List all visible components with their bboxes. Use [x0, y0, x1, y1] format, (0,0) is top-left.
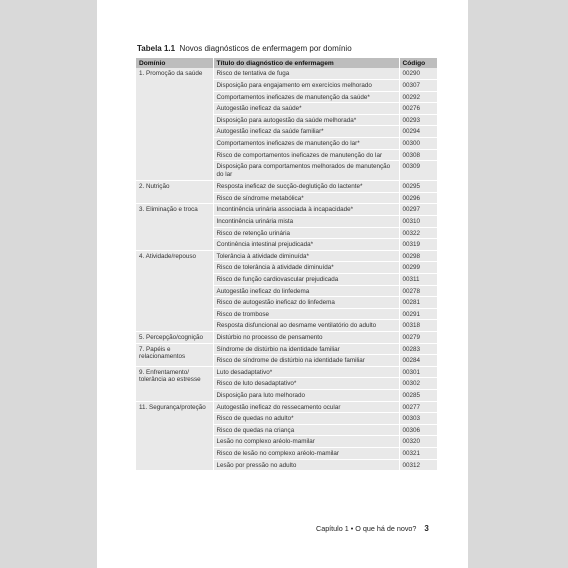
table-row: [136, 204, 437, 216]
diagnosis-title-cell: Risco de luto desadaptativo*: [213, 378, 399, 390]
diagnoses-table: [136, 58, 437, 471]
domain-cell: 2. Nutrição: [136, 181, 213, 204]
diagnosis-code-cell: 00277: [399, 401, 437, 413]
book-page: [97, 0, 468, 568]
header-domain: Domínio: [136, 58, 213, 68]
diagnosis-title-cell: Incontinência urinária mista: [213, 216, 399, 228]
caption-label: Tabela 1.1: [137, 44, 176, 53]
domain-cell: 9. Enfrentamento/ tolerância ao estresse: [136, 366, 213, 401]
diagnosis-title-cell: Risco de tolerância à atividade diminuída*: [213, 262, 399, 274]
diagnosis-code-cell: 00294: [399, 126, 437, 138]
diagnosis-code-cell: 00322: [399, 227, 437, 239]
diagnosis-title-cell: Lesão por pressão no adulto: [213, 459, 399, 471]
table-row: [136, 366, 437, 378]
diagnosis-title-cell: Risco de quedas na criança: [213, 424, 399, 436]
diagnosis-title-cell: Risco de quedas no adulto*: [213, 413, 399, 425]
diagnosis-code-cell: 00276: [399, 103, 437, 115]
diagnosis-code-cell: 00312: [399, 459, 437, 471]
diagnosis-title-cell: Resposta disfuncional ao desmame ventilatório do adulto: [213, 320, 399, 332]
diagnosis-title-cell: Continência intestinal prejudicada*: [213, 239, 399, 251]
diagnosis-title-cell: Disposição para luto melhorado: [213, 389, 399, 401]
diagnosis-title-cell: Risco de lesão no complexo aréolo-mamilar: [213, 447, 399, 459]
diagnosis-code-cell: 00310: [399, 216, 437, 228]
diagnosis-code-cell: 00308: [399, 149, 437, 161]
diagnosis-code-cell: 00309: [399, 161, 437, 181]
diagnosis-title-cell: Risco de síndrome metabólica*: [213, 192, 399, 204]
diagnosis-code-cell: 00290: [399, 68, 437, 80]
diagnosis-code-cell: 00307: [399, 80, 437, 92]
header-code: Código: [399, 58, 437, 68]
diagnosis-code-cell: 00302: [399, 378, 437, 390]
table-row: [136, 181, 437, 193]
page-footer: [316, 524, 429, 533]
table-row: [136, 343, 437, 355]
diagnosis-code-cell: 00293: [399, 114, 437, 126]
diagnosis-code-cell: 00320: [399, 436, 437, 448]
footer-chapter: Capítulo 1 • O que há de novo?: [316, 524, 417, 533]
table-row: [136, 68, 437, 80]
diagnosis-code-cell: 00311: [399, 274, 437, 286]
diagnosis-title-cell: Risco de retenção urinária: [213, 227, 399, 239]
domain-cell: 11. Segurança/proteção: [136, 401, 213, 471]
diagnosis-code-cell: 00306: [399, 424, 437, 436]
diagnosis-code-cell: 00292: [399, 91, 437, 103]
diagnosis-title-cell: Síndrome de distúrbio na identidade familiar: [213, 343, 399, 355]
table-row: [136, 401, 437, 413]
diagnosis-code-cell: 00298: [399, 250, 437, 262]
diagnosis-code-cell: 00291: [399, 308, 437, 320]
domain-cell: 4. Atividade/repouso: [136, 250, 213, 331]
diagnosis-title-cell: Autogestão ineficaz do ressecamento ocular: [213, 401, 399, 413]
diagnosis-title-cell: Disposição para comportamentos melhorados de manutenção do lar: [213, 161, 399, 181]
table-caption: [137, 44, 352, 53]
page-number: 3: [424, 524, 429, 533]
diagnosis-code-cell: 00285: [399, 389, 437, 401]
diagnosis-code-cell: 00321: [399, 447, 437, 459]
diagnosis-code-cell: 00303: [399, 413, 437, 425]
diagnosis-title-cell: Distúrbio no processo de pensamento: [213, 331, 399, 343]
diagnosis-code-cell: 00283: [399, 343, 437, 355]
domain-cell: 5. Percepção/cognição: [136, 331, 213, 343]
diagnosis-title-cell: Incontinência urinária associada à incapacidade*: [213, 204, 399, 216]
diagnosis-code-cell: 00319: [399, 239, 437, 251]
diagnosis-title-cell: Risco de comportamentos ineficazes de manutenção do lar: [213, 149, 399, 161]
table-body: [136, 68, 437, 471]
table-header-row: [136, 58, 437, 68]
diagnosis-title-cell: Comportamentos ineficazes de manutenção do lar*: [213, 138, 399, 150]
diagnosis-title-cell: Risco de síndrome de distúrbio na identidade familiar: [213, 355, 399, 367]
diagnosis-title-cell: Risco de tentativa de fuga: [213, 68, 399, 80]
diagnosis-title-cell: Disposição para engajamento em exercícios melhorado: [213, 80, 399, 92]
domain-cell: 7. Papéis e relacionamentos: [136, 343, 213, 366]
diagnosis-code-cell: 00296: [399, 192, 437, 204]
diagnosis-code-cell: 00281: [399, 297, 437, 309]
table-row: [136, 250, 437, 262]
diagnosis-title-cell: Tolerância à atividade diminuída*: [213, 250, 399, 262]
diagnosis-title-cell: Comportamentos ineficazes de manutenção da saúde*: [213, 91, 399, 103]
header-title: Título do diagnóstico de enfermagem: [213, 58, 399, 68]
diagnosis-title-cell: Luto desadaptativo*: [213, 366, 399, 378]
diagnosis-title-cell: Risco de autogestão ineficaz do linfedema: [213, 297, 399, 309]
diagnosis-code-cell: 00279: [399, 331, 437, 343]
diagnosis-title-cell: Disposição para autogestão da saúde melhorada*: [213, 114, 399, 126]
diagnosis-title-cell: Risco de função cardiovascular prejudicada: [213, 274, 399, 286]
diagnosis-code-cell: 00295: [399, 181, 437, 193]
diagnosis-code-cell: 00318: [399, 320, 437, 332]
diagnosis-title-cell: Risco de trombose: [213, 308, 399, 320]
diagnosis-code-cell: 00301: [399, 366, 437, 378]
diagnosis-title-cell: Lesão no complexo aréolo-mamilar: [213, 436, 399, 448]
diagnosis-title-cell: Resposta ineficaz de sucção-deglutição do lactente*: [213, 181, 399, 193]
diagnosis-title-cell: Autogestão ineficaz do linfedema: [213, 285, 399, 297]
diagnosis-code-cell: 00284: [399, 355, 437, 367]
diagnosis-title-cell: Autogestão ineficaz da saúde*: [213, 103, 399, 115]
table-row: [136, 331, 437, 343]
diagnosis-code-cell: 00300: [399, 138, 437, 150]
diagnosis-code-cell: 00278: [399, 285, 437, 297]
diagnosis-title-cell: Autogestão ineficaz da saúde familiar*: [213, 126, 399, 138]
domain-cell: 3. Eliminação e troca: [136, 204, 213, 250]
diagnosis-code-cell: 00297: [399, 204, 437, 216]
diagnosis-code-cell: 00299: [399, 262, 437, 274]
domain-cell: 1. Promoção da saúde: [136, 68, 213, 181]
caption-text: Novos diagnósticos de enfermagem por domínio: [179, 44, 352, 53]
